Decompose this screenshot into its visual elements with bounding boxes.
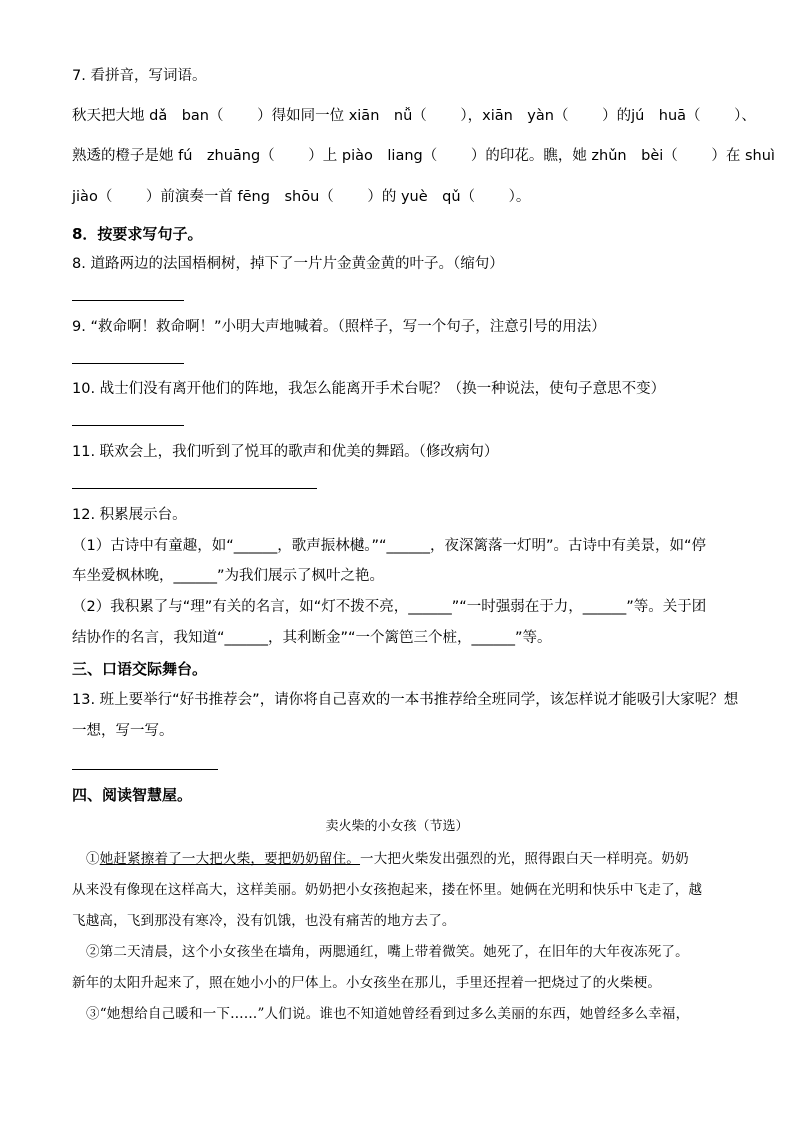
passage-p1-line1 [72,849,737,869]
q12-heading: 12. 积累展示台。 [72,507,187,523]
q8-answer-line[interactable] [72,300,184,301]
q11-answer-line[interactable] [72,488,317,489]
q10-answer-line[interactable] [72,425,184,426]
q7-heading: 7. 看拼音，写词语。 [72,68,207,84]
underlined-sentence: 她赶紧擦着了一大把火柴，要把奶奶留住。 [99,851,361,867]
paragraph-mark-1: ① [86,851,100,867]
q10-text: 10. 战士们没有离开他们的阵地，我怎么能离开手术台呢？（换一种说法，使句子意思不变） [72,381,666,397]
section-3-heading: 三、口语交际舞台。 [72,660,208,678]
q12-part1-line1: （1）古诗中有童趣，如“______，歌声振林樾。”“______，夜深篱落一灯明”。古诗中有美景，如“停 [72,538,707,554]
q11-text: 11. 联欢会上，我们听到了悦耳的歌声和优美的舞蹈。（修改病句） [72,444,499,460]
section-4-heading: 四、阅读智慧屋。 [72,786,193,804]
q12-part1-line2: 车坐爱枫林晚，______”为我们展示了枫叶之艳。 [72,568,385,584]
q13-answer-line[interactable] [72,769,218,770]
q9-answer-line[interactable] [72,363,184,364]
q13-line-2: 一想，写一写。 [72,723,174,739]
q7-line-3: jiào（ ）前演奏一首 fēng shōu（ ）的 yuè qǔ（ ）。 [72,189,531,205]
passage-p2-line2: 新年的太阳升起来了，照在她小小的尸体上。小女孩坐在那儿，手里还捏着一把烧过了的火柴梗。 [72,975,662,991]
q9-text: 9. “救命啊！救命啊！”小明大声地喊着。（照样子，写一个句子，注意引号的用法） [72,319,606,335]
q12-part2-line1: （2）我积累了与“理”有关的名言，如“灯不拨不亮，______”“一时强弱在于力，______”等。关于团 [72,599,707,615]
q7-line-1: 秋天把大地 dǎ ban（ ）得如同一位 xiān nǚ（ ），xiān yàn（ ）的jú huā（ ）、 [72,108,756,124]
q13-line-1: 13. 班上要举行“好书推荐会”，请你将自己喜欢的一本书推荐给全班同学，该怎样说才能吸引大家呢？想 [72,692,739,708]
q7-line-2: 熟透的橙子是她 fú zhuāng（ ）上 piào liang（ ）的印花。瞧，她 zhǔn bèi（ ）在 shuì [72,148,775,164]
passage-p1-line2: 从来没有像现在这样高大，这样美丽。奶奶把小女孩抱起来，搂在怀里。她俩在光明和快乐中飞走了，越 [72,882,703,898]
passage-p3-line1: ③“她想给自己暖和一下……”人们说。谁也不知道她曾经看到过多么美丽的东西，她曾经多么幸福， [86,1006,690,1022]
q12-part2-line2: 结协作的名言，我知道“______，其利断金”“一个篱笆三个桩，______”等。 [72,630,552,646]
q8-text: 8. 道路两边的法国梧桐树，掉下了一片片金黄金黄的叶子。（缩句） [72,256,504,272]
passage-p1-line3: 飞越高，飞到那没有寒冷，没有饥饿，也没有痛苦的地方去了。 [72,913,456,929]
passage-p2-line1: ②第二天清晨，这个小女孩坐在墙角，两腮通红，嘴上带着微笑。她死了，在旧年的大年夜冻死了。 [86,944,689,960]
passage-title: 卖火柴的小女孩（节选） [325,819,469,834]
passage-p1-rest: 一大把火柴发出强烈的光，照得跟白天一样明亮。奶奶 [360,851,689,867]
section-8-heading: 8．按要求写句子。 [72,225,203,243]
